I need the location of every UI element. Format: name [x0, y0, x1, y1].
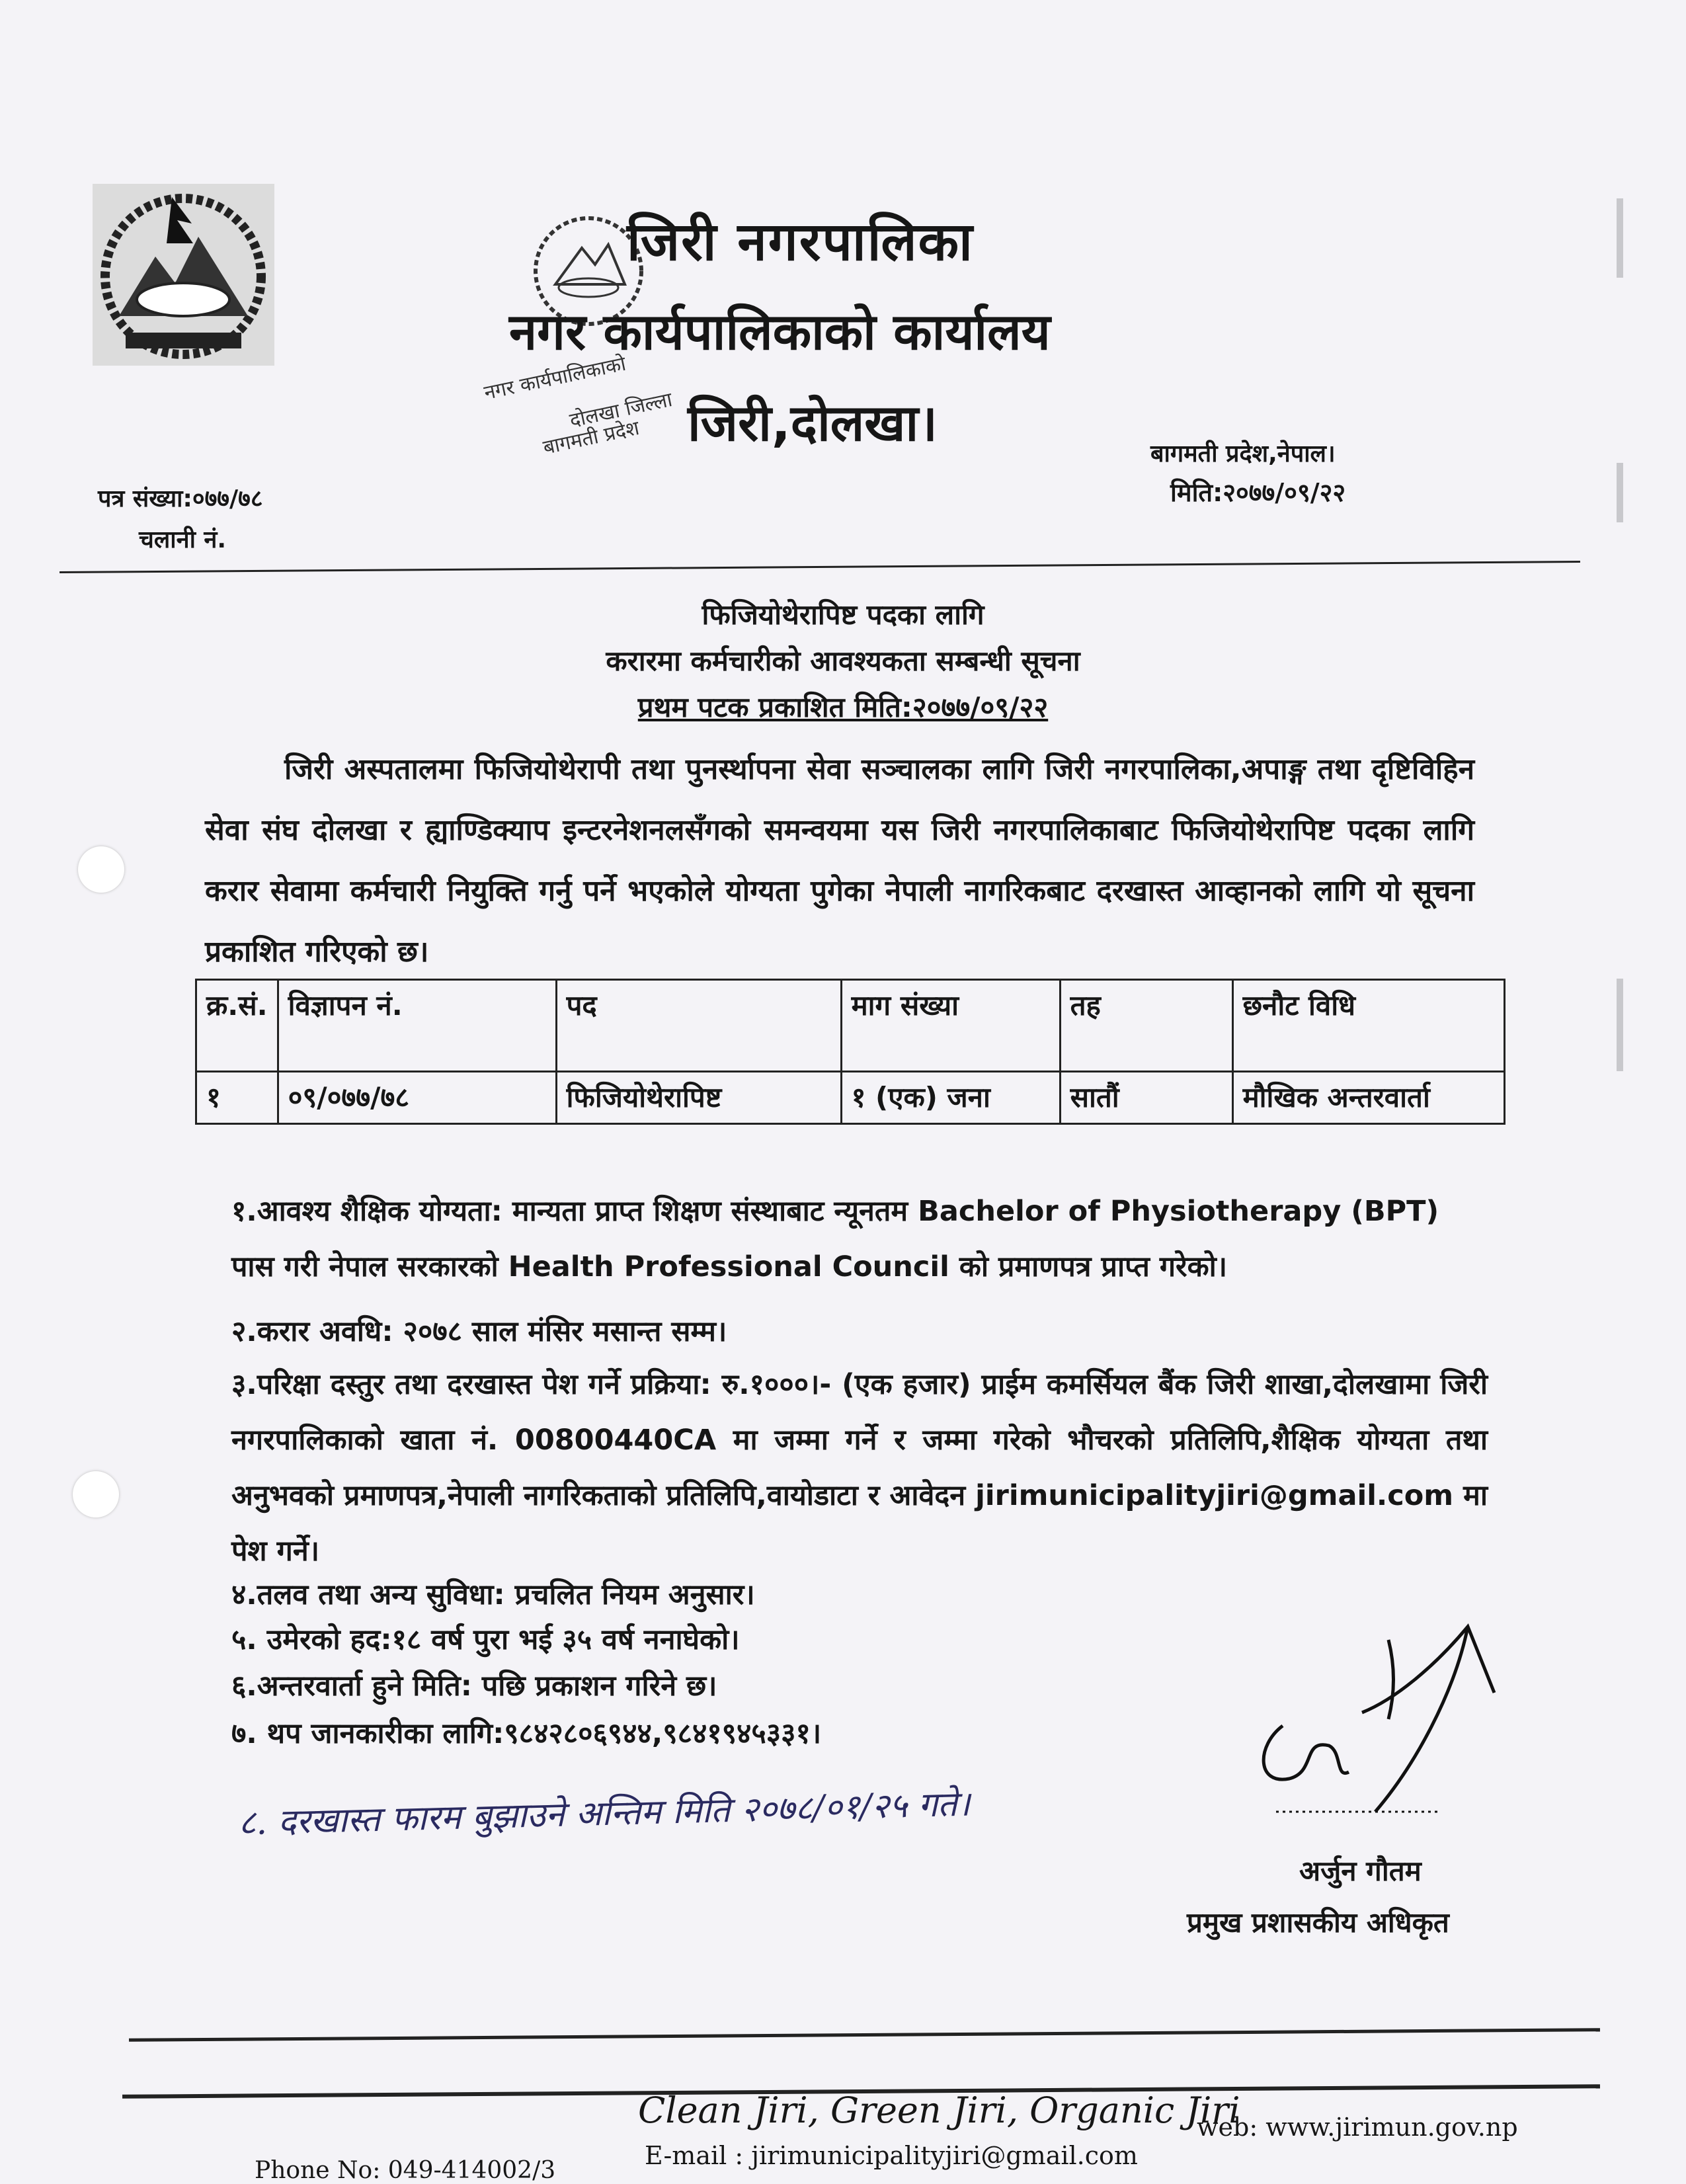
- nepal-emblem-icon: [93, 184, 274, 366]
- table-cell: फिजियोथेरापिष्ट: [556, 1072, 841, 1124]
- table-cell: १: [196, 1072, 278, 1124]
- stamp-line-1: नगर कार्यपालिकाको: [482, 352, 628, 405]
- stamp-line-3: बागमती प्रदेश: [541, 417, 641, 460]
- header-divider: [60, 561, 1580, 573]
- signatory-name: अर्जुन गौतम: [1299, 1855, 1422, 1887]
- letter-date: मिति:२०७७/०९/२२: [1170, 478, 1346, 507]
- table-cell: सातौं: [1060, 1072, 1232, 1124]
- table-row: [196, 1072, 1505, 1124]
- condition-7: ७. थप जानकारीका लागि:९८४२८०६९४४,९८४१९४५३३१।: [231, 1717, 822, 1750]
- scan-edge-mark: [1617, 198, 1623, 278]
- org-name: जिरी नगरपालिका: [627, 211, 974, 272]
- signatory-title: प्रमुख प्रशासकीय अधिकृत: [1187, 1906, 1449, 1939]
- footer-slogan: Clean Jiri, Green Jiri, Organic Jiri: [638, 2089, 1240, 2131]
- table-header: विज्ञापन नं.: [278, 980, 556, 1072]
- scan-edge-mark: [1617, 979, 1623, 1071]
- table-cell: ०९/०७७/७८: [278, 1072, 556, 1124]
- table-header: क्र.सं.: [196, 980, 278, 1072]
- footer-phone: Phone No: 049-414002/3: [255, 2157, 556, 2184]
- table-cell: १ (एक) जना: [841, 1072, 1060, 1124]
- table-header: माग संख्या: [841, 980, 1060, 1072]
- condition-5: ५. उमेरको हद:१८ वर्ष पुरा भई ३५ वर्ष ननाघेको।: [231, 1623, 740, 1656]
- table-header: पद: [556, 980, 841, 1072]
- province: बागमती प्रदेश,नेपाल।: [1150, 440, 1336, 467]
- table-header: तह: [1060, 980, 1232, 1072]
- footer-rule-top: [129, 2028, 1600, 2042]
- footer-email: E-mail : jirimunicipalityjiri@gmail.com: [645, 2141, 1138, 2170]
- signature-icon: [1177, 1613, 1521, 1832]
- punch-hole: [78, 846, 124, 893]
- table-header: छनौट विधि: [1232, 980, 1504, 1072]
- table-header-row: [196, 980, 1505, 1072]
- office-name: नगर कार्यपालिकाको कार्यालय: [509, 302, 1051, 361]
- punch-hole: [73, 1471, 119, 1517]
- vacancy-table: [195, 979, 1505, 1125]
- handwritten-deadline-note: ८. दरखास्त फारम बुझाउने अन्तिम मिति २०७८/०१/२५ गते।: [237, 1784, 971, 1843]
- condition-3: ३.परिक्षा दस्तुर तथा दरखास्त पेश गर्ने प्रक्रिया: रु.१०००।- (एक हजार) प्राईम कमर्सियल बैंक जिरी शाखा,दोलखामा जिरी नगरपालिकाको खाता नं. 00800440CA मा जम्मा गर्ने र जम्मा गरेको भौचरको प्रतिलिपि,शैक्षिक योग्यता तथा अनुभवको प्रमाणपत्र,नेपाली नागरिकताको प्रतिलिपि,वायोडाटा र आवेदन jirimunicipalityjiri@gmail.com मा पेश गर्ने।: [231, 1368, 1488, 1568]
- letter-number: पत्र संख्या:०७७/७८: [98, 485, 263, 512]
- footer-website: web: www.jirimun.gov.np: [1197, 2113, 1518, 2142]
- scan-edge-mark: [1617, 463, 1623, 522]
- stamp-line-2: दोलखा जिल्ला: [567, 387, 674, 432]
- office-location: जिरी,दोलखा।: [688, 393, 938, 452]
- condition-6: ६.अन्तरवार्ता हुने मिति: पछि प्रकाशन गरिने छ।: [231, 1670, 717, 1703]
- condition-4: ४.तलव तथा अन्य सुविधा: प्रचलित नियम अनुसार।: [231, 1578, 755, 1611]
- table-cell: मौखिक अन्तरवार्ता: [1232, 1072, 1504, 1124]
- condition-1: १.आवश्य शैक्षिक योग्यता: मान्यता प्राप्त शिक्षण संस्थाबाट न्यूनतम Bachelor of Physiotherapy (BPT) पास गरी नेपाल सरकारको Health Professional Council को प्रमाणपत्र प्राप्त गरेको।: [231, 1195, 1439, 1283]
- condition-2: २.करार अवधि: २०७८ साल मंसिर मसान्त सम्म।: [231, 1315, 727, 1348]
- notice-title: फिजियोथेरापिष्ट पदका लागि: [702, 598, 984, 631]
- dispatch-number: चलानी नं.: [139, 526, 227, 553]
- notice-body: जिरी अस्पतालमा फिजियोथेरापी तथा पुनर्स्थापना सेवा सञ्चालका लागि जिरी नगरपालिका,अपाङ्ग तथा दृष्टिविहिन सेवा संघ दोलखा र ह्याण्डिक्याप इन्टरनेशनलसँगको समन्वयमा यस जिरी नगरपालिकाबाट फिजियोथेरापिष्ट पदका लागि करार सेवामा कर्मचारी नियुक्ति गर्नु पर्ने भएकोले योग्यता पुगेका नेपाली नागरिकबाट दरखास्त आव्हानको लागि यो सूचना प्रकाशित गरिएको छ।: [205, 752, 1474, 969]
- notice-subtitle: करारमा कर्मचारीको आवश्यकता सम्बन्धी सूचना: [606, 645, 1080, 677]
- published-date: प्रथम पटक प्रकाशित मिति:२०७७/०९/२२: [637, 691, 1049, 723]
